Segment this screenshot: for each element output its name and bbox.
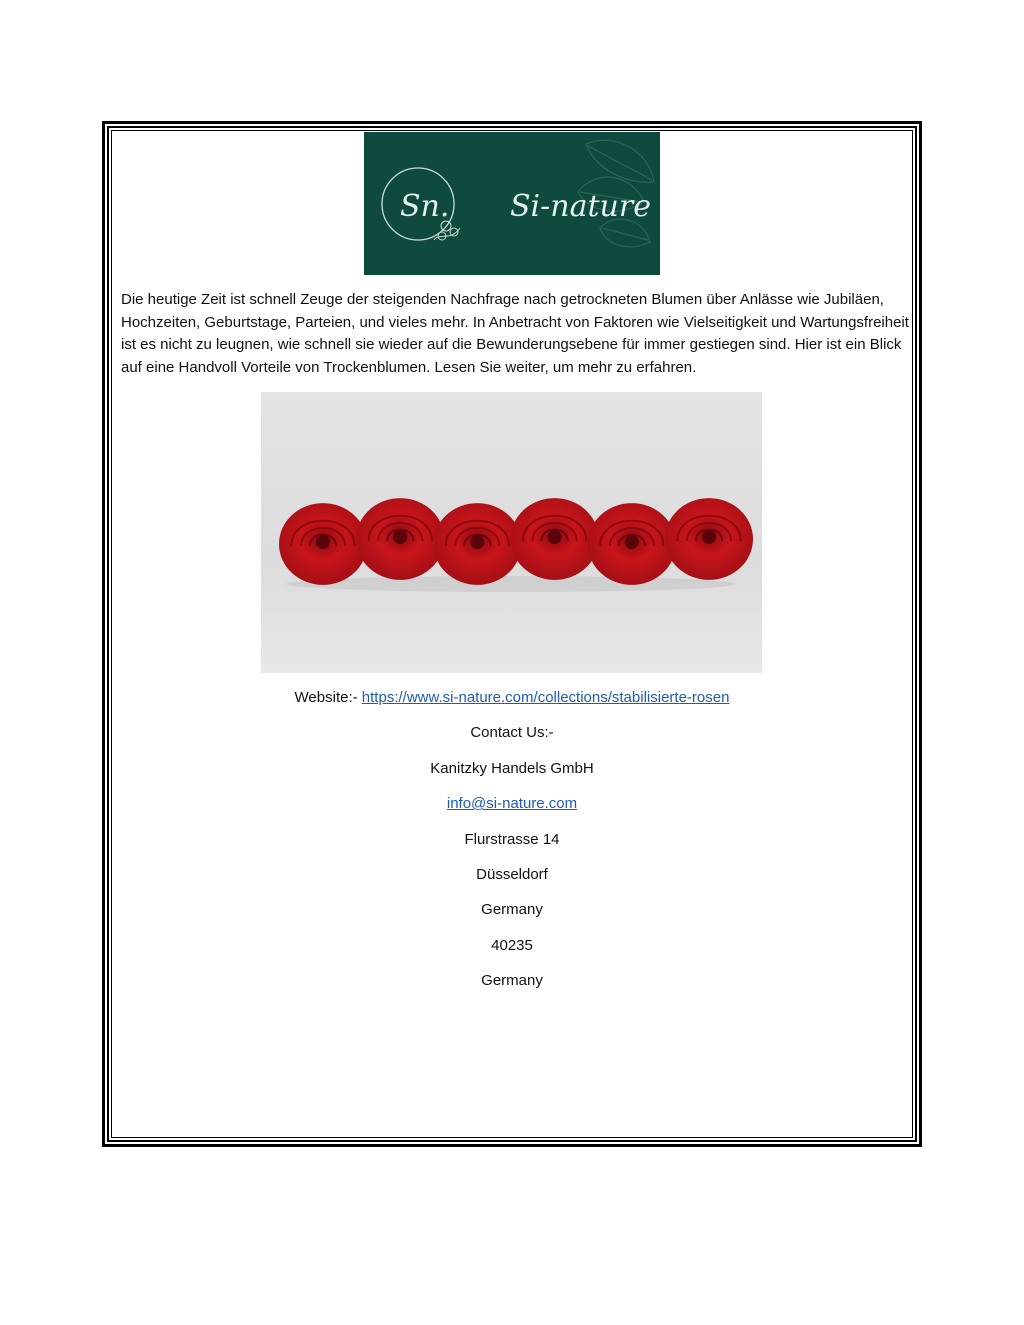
street-address: Flurstrasse 14 <box>464 830 560 848</box>
rose-6 <box>665 498 753 580</box>
rose-4 <box>511 498 599 580</box>
postal-code: 40235 <box>491 936 533 954</box>
website-line <box>111 687 913 722</box>
email-link[interactable]: info@si-nature.com <box>446 795 578 813</box>
company-name: Kanitzky Handels GmbH <box>430 759 594 777</box>
website-label: Website:- <box>294 689 358 706</box>
logo-wordmark: Si-nature <box>510 189 651 224</box>
rose-1 <box>279 503 367 585</box>
rose-3 <box>433 503 521 585</box>
website-link[interactable]: https://www.si-nature.com/collections/stabilisierte-rosen <box>361 689 730 706</box>
rose-5 <box>588 503 676 585</box>
country: Germany <box>481 901 543 919</box>
rose-2 <box>356 498 444 580</box>
country-repeat: Germany <box>481 972 543 990</box>
logo-monogram: Sn. <box>400 189 450 224</box>
brand-logo <box>364 132 660 275</box>
contact-block <box>111 687 913 1006</box>
intro-paragraph: Die heutige Zeit ist schnell Zeuge der steigenden Nachfrage nach getrockneten Blumen über Anlässe wie Jubiläen, Hochzeiten, Geburtstage, Parteien, und vieles mehr. In Anbetracht von Faktoren wie Vielseitigkeit und Wartungsfreiheit ist es nicht zu leugnen, wie schnell sie wieder auf die Bewunderungsebene für immer gestiegen sind. Hier ist ein Blick auf eine Handvoll Vorteile von Trockenblumen. Lesen Sie weiter, um mehr zu erfahren. <box>121 291 909 376</box>
city: Düsseldorf <box>476 865 548 883</box>
roses-image <box>261 392 762 673</box>
contact-us-label: Contact Us:- <box>470 724 554 742</box>
